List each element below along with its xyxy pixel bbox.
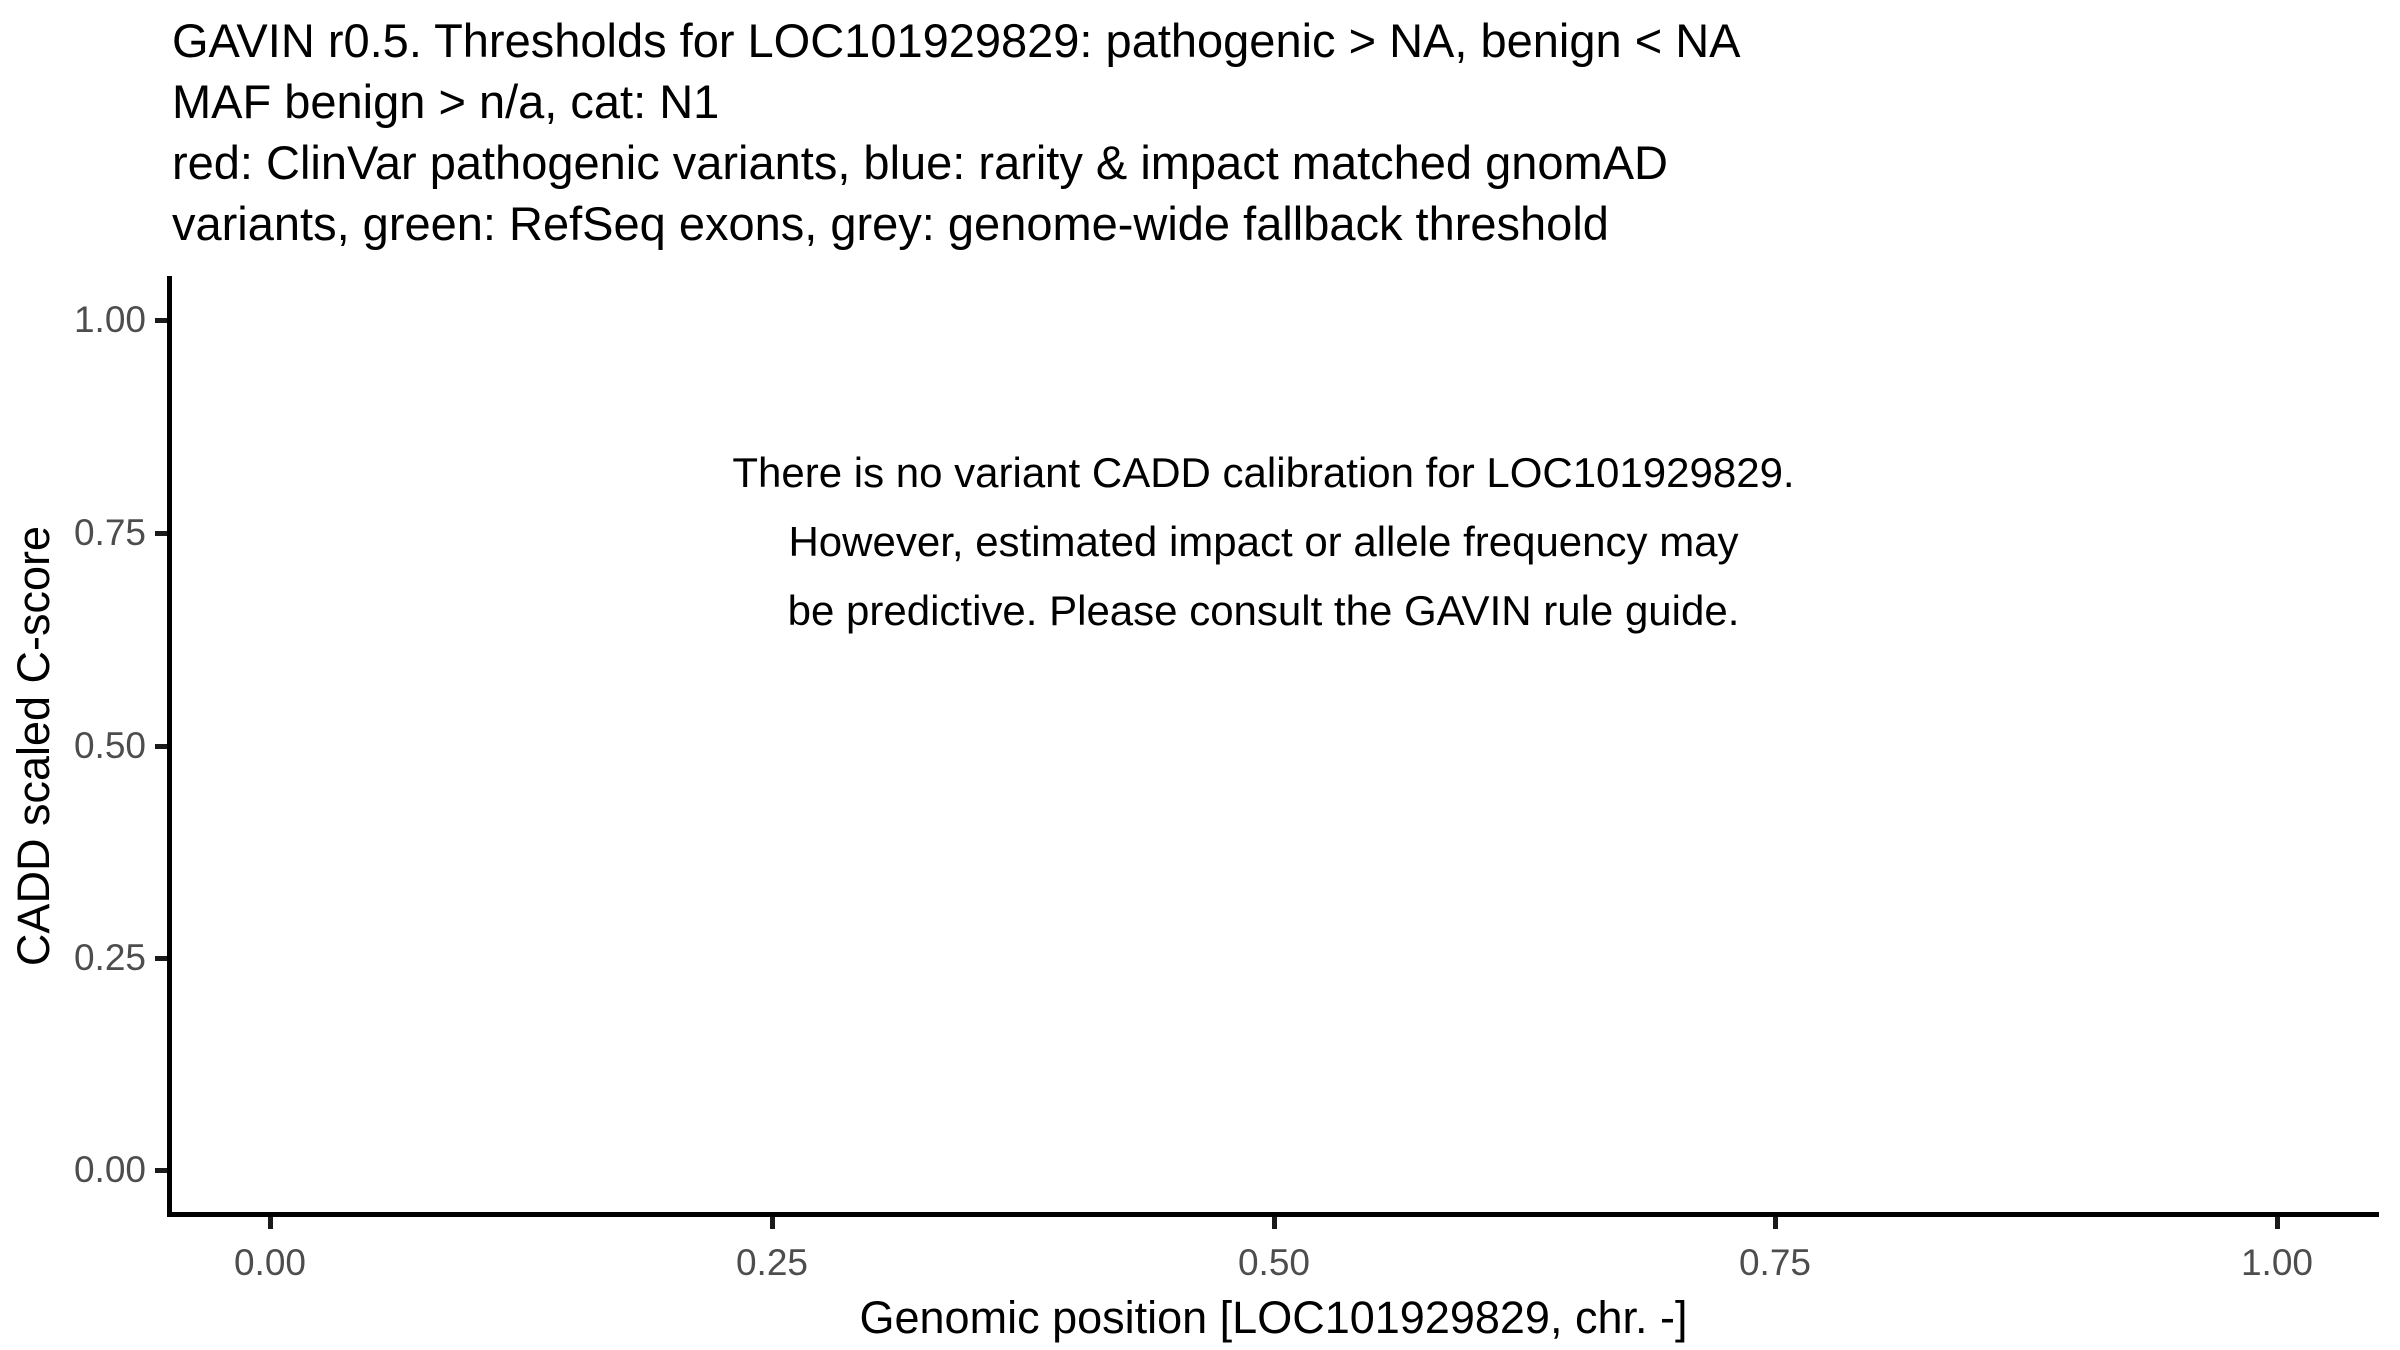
y-tick-0.50 — [155, 744, 167, 749]
x-tick-label: 0.75 — [1738, 1242, 1811, 1283]
x-tick-label: 0.00 — [233, 1242, 306, 1283]
y-tick-label: 0.50 — [73, 725, 146, 766]
annotation-line-3: be predictive. Please consult the GAVIN rule guide. — [787, 587, 1740, 634]
plot-title-line-2: MAF benign > n/a, cat: N1 — [172, 75, 720, 128]
annotation-line-1: There is no variant CADD calibration for LOC101929829. — [732, 449, 1795, 496]
x-axis-title: Genomic position [LOC101929829, chr. -] — [859, 1292, 1688, 1343]
x-tick-0.75 — [1773, 1217, 1778, 1229]
x-tick-label: 0.25 — [735, 1242, 808, 1283]
y-tick-0.25 — [155, 956, 167, 961]
y-tick-label: 0.75 — [73, 512, 146, 553]
y-axis-title: CADD scaled C-score — [8, 525, 59, 967]
x-tick-0.25 — [770, 1217, 775, 1229]
x-tick-0.00 — [268, 1217, 273, 1229]
annotation-line-2: However, estimated impact or allele frequency may — [788, 518, 1739, 565]
plot-title — [172, 10, 1741, 254]
plot-title-line-1: GAVIN r0.5. Thresholds for LOC101929829: pathogenic > NA, benign < NA — [172, 14, 1741, 67]
y-tick-0.00 — [155, 1168, 167, 1173]
x-tick-1.00 — [2275, 1217, 2280, 1229]
no-calibration-annotation — [160, 438, 2367, 645]
y-tick-label: 0.25 — [73, 937, 146, 978]
x-tick-label: 0.50 — [1237, 1242, 1310, 1283]
plot-title-line-4: variants, green: RefSeq exons, grey: genome-wide fallback threshold — [172, 197, 1609, 250]
plot-panel — [170, 278, 2377, 1215]
y-tick-label: 1.00 — [73, 299, 146, 340]
x-tick-0.50 — [1272, 1217, 1277, 1229]
x-tick-label: 1.00 — [2240, 1242, 2313, 1283]
y-tick-1.00 — [155, 318, 167, 323]
y-tick-label: 0.00 — [73, 1149, 146, 1190]
y-axis-line — [167, 276, 172, 1217]
plot-title-line-3: red: ClinVar pathogenic variants, blue: rarity & impact matched gnomAD — [172, 136, 1668, 189]
